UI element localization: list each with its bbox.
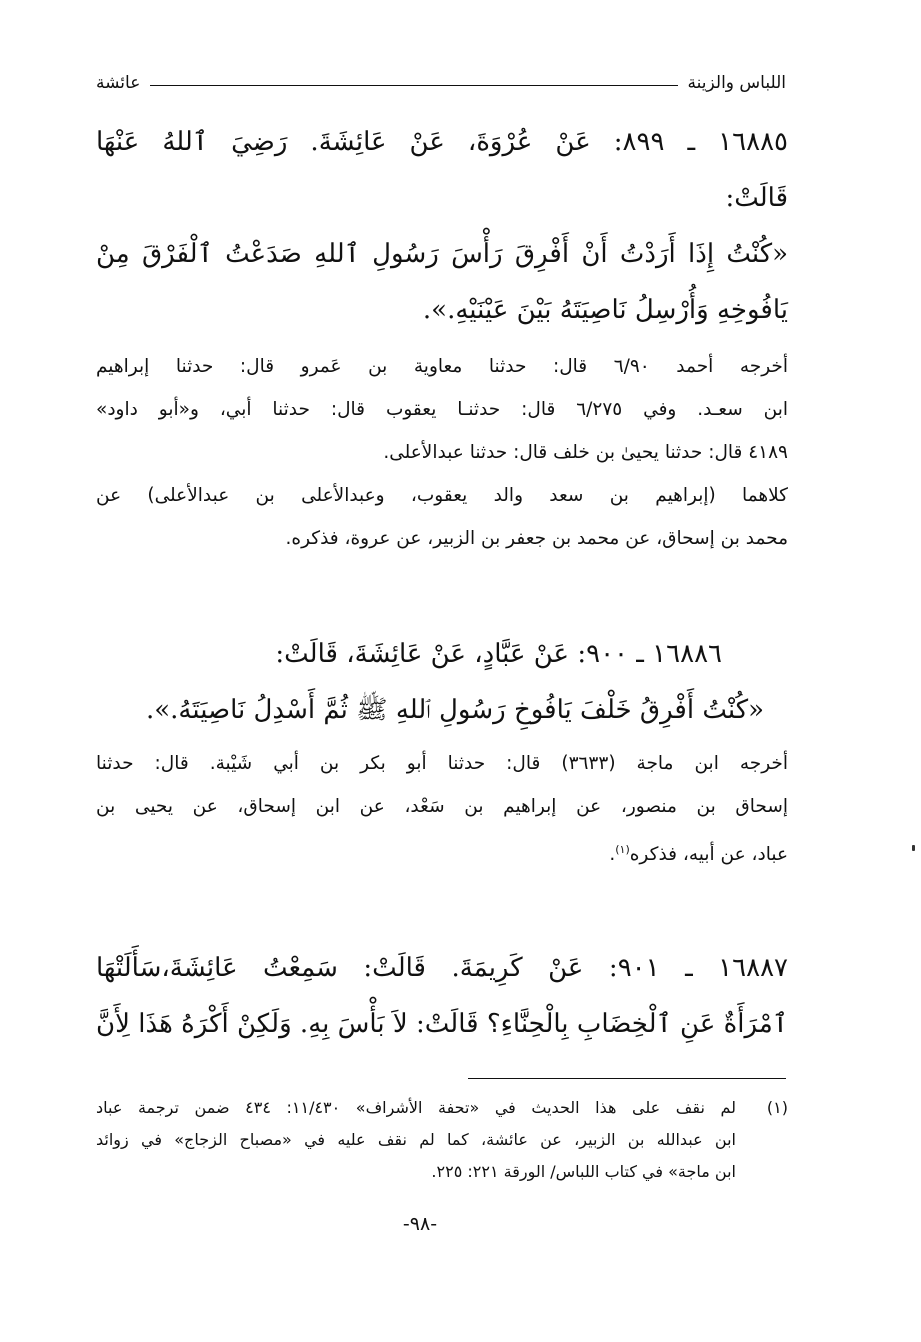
footnote-row bbox=[96, 1092, 788, 1188]
takhrij-line: أخرجه ابن ماجة (٣٦٣٣) قال: حدثنا أبو بكر بن أبي شَيْبة. قال: حدثنا bbox=[96, 753, 788, 774]
scan-mark bbox=[912, 845, 915, 851]
takhrij-text: عباد، عن أبيه، فذكره bbox=[629, 844, 788, 866]
footnote-body bbox=[96, 1092, 736, 1188]
hadith-16887 bbox=[96, 940, 788, 1052]
header-chapter-title: اللباس والزينة bbox=[687, 73, 786, 93]
takhrij-line: أخرجه أحمد ٦/٩٠ قال: حدثنا معاوية بن عَمرو قال: حدثنا إبراهيم bbox=[96, 356, 788, 377]
hadith-line: «كُنْتُ أَفْرِقُ خَلْفَ يَافُوخِ رَسُولِ ٱللهِ ﷺ ثُمَّ أَسْدِلُ نَاصِيَتَهُ.». bbox=[145, 695, 764, 725]
takhrij-line: محمد بن إسحاق، عن محمد بن جعفر بن الزبير، عن عروة، فذكره. bbox=[285, 528, 788, 549]
header-narrator-name: عائشة bbox=[96, 73, 141, 93]
hadith-line: ١٦٨٨٦ ـ ٩٠٠: عَنْ عَبَّادٍ، عَنْ عَائِشَةَ، قَالَتْ: bbox=[275, 639, 722, 669]
takhrij-line: ٤١٨٩ قال: حدثنا يحيىٰ بن خلف قال: حدثنا عبدالأعلى. bbox=[383, 442, 788, 463]
hadith-line: ١٦٨٨٥ ـ ٨٩٩: عَنْ عُرْوَةَ، عَنْ عَائِشَةَ. رَضِيَ ٱللهُ عَنْهَا bbox=[96, 127, 788, 157]
takhrij-16886 bbox=[96, 742, 788, 876]
hadith-16886 bbox=[96, 626, 788, 738]
footnote-line: ابن عبدالله بن الزبير، عن عائشة، كما لم نقف عليه في «مصباح الزجاج» في زوائد bbox=[96, 1130, 736, 1149]
hadith-line: ٱمْرَأَةٌ عَنِ ٱلْخِضَابِ بِالْحِنَّاءِ؟ قَالَتْ: لاَ بَأْسَ بِهِ. وَلَكِنْ أَكْرَهُ هَذَا لِأَنَّ bbox=[96, 1009, 788, 1039]
hadith-line: ١٦٨٨٧ ـ ٩٠١: عَنْ كَرِيمَةَ. قَالَتْ: سَمِعْتُ عَائِشَةَ،سَأَلَتْهَا bbox=[96, 953, 788, 983]
takhrij-16885 bbox=[96, 345, 788, 560]
takhrij-line: كلاهما (إبراهيم بن سعد والد يعقوب، وعبدالأعلى بن عبدالأعلى) عن bbox=[96, 485, 788, 506]
footnote bbox=[96, 1092, 788, 1188]
footnote-line: لم نقف على هذا الحديث في «تحفة الأشراف» ١١/٤٣٠: ٤٣٤ ضمن ترجمة عباد bbox=[96, 1098, 736, 1117]
hadith-line: قَالَتْ: bbox=[725, 183, 788, 213]
takhrij-line bbox=[96, 828, 788, 876]
hadith-line: يَافُوخِهِ وَأُرْسِلُ نَاصِيَتَهُ بَيْنَ عَيْنَيْهِ.». bbox=[422, 295, 788, 325]
hadith-line: «كُنْتُ إِذَا أَرَدْتُ أَنْ أَفْرِقَ رَأْسَ رَسُولِ ٱللهِ صَدَعْتُ ٱلْفَرْقَ مِنْ bbox=[96, 239, 788, 269]
hadith-16885 bbox=[96, 114, 788, 338]
running-header bbox=[96, 66, 786, 100]
takhrij-line: ابن سعـد. وفي ٦/٢٧٥ قال: حدثنـا يعقوب قال: حدثنا أبي، و«أبو داود» bbox=[96, 399, 789, 420]
footnote-line: ابن ماجة» في كتاب اللباس/ الورقة ٢٢١: ٢٢٥. bbox=[431, 1162, 736, 1181]
takhrij-line: إسحاق بن منصور، عن إبراهيم بن سَعْد، عن ابن إسحاق، عن يحيى بن bbox=[96, 796, 788, 817]
footnote-reference[interactable]: (١) bbox=[615, 843, 630, 856]
footnote-number: (١) bbox=[766, 1098, 788, 1117]
header-rule bbox=[150, 85, 677, 86]
page-number: -٩٨- bbox=[402, 1213, 438, 1235]
takhrij-text: . bbox=[609, 844, 616, 866]
footnote-separator bbox=[468, 1078, 786, 1079]
